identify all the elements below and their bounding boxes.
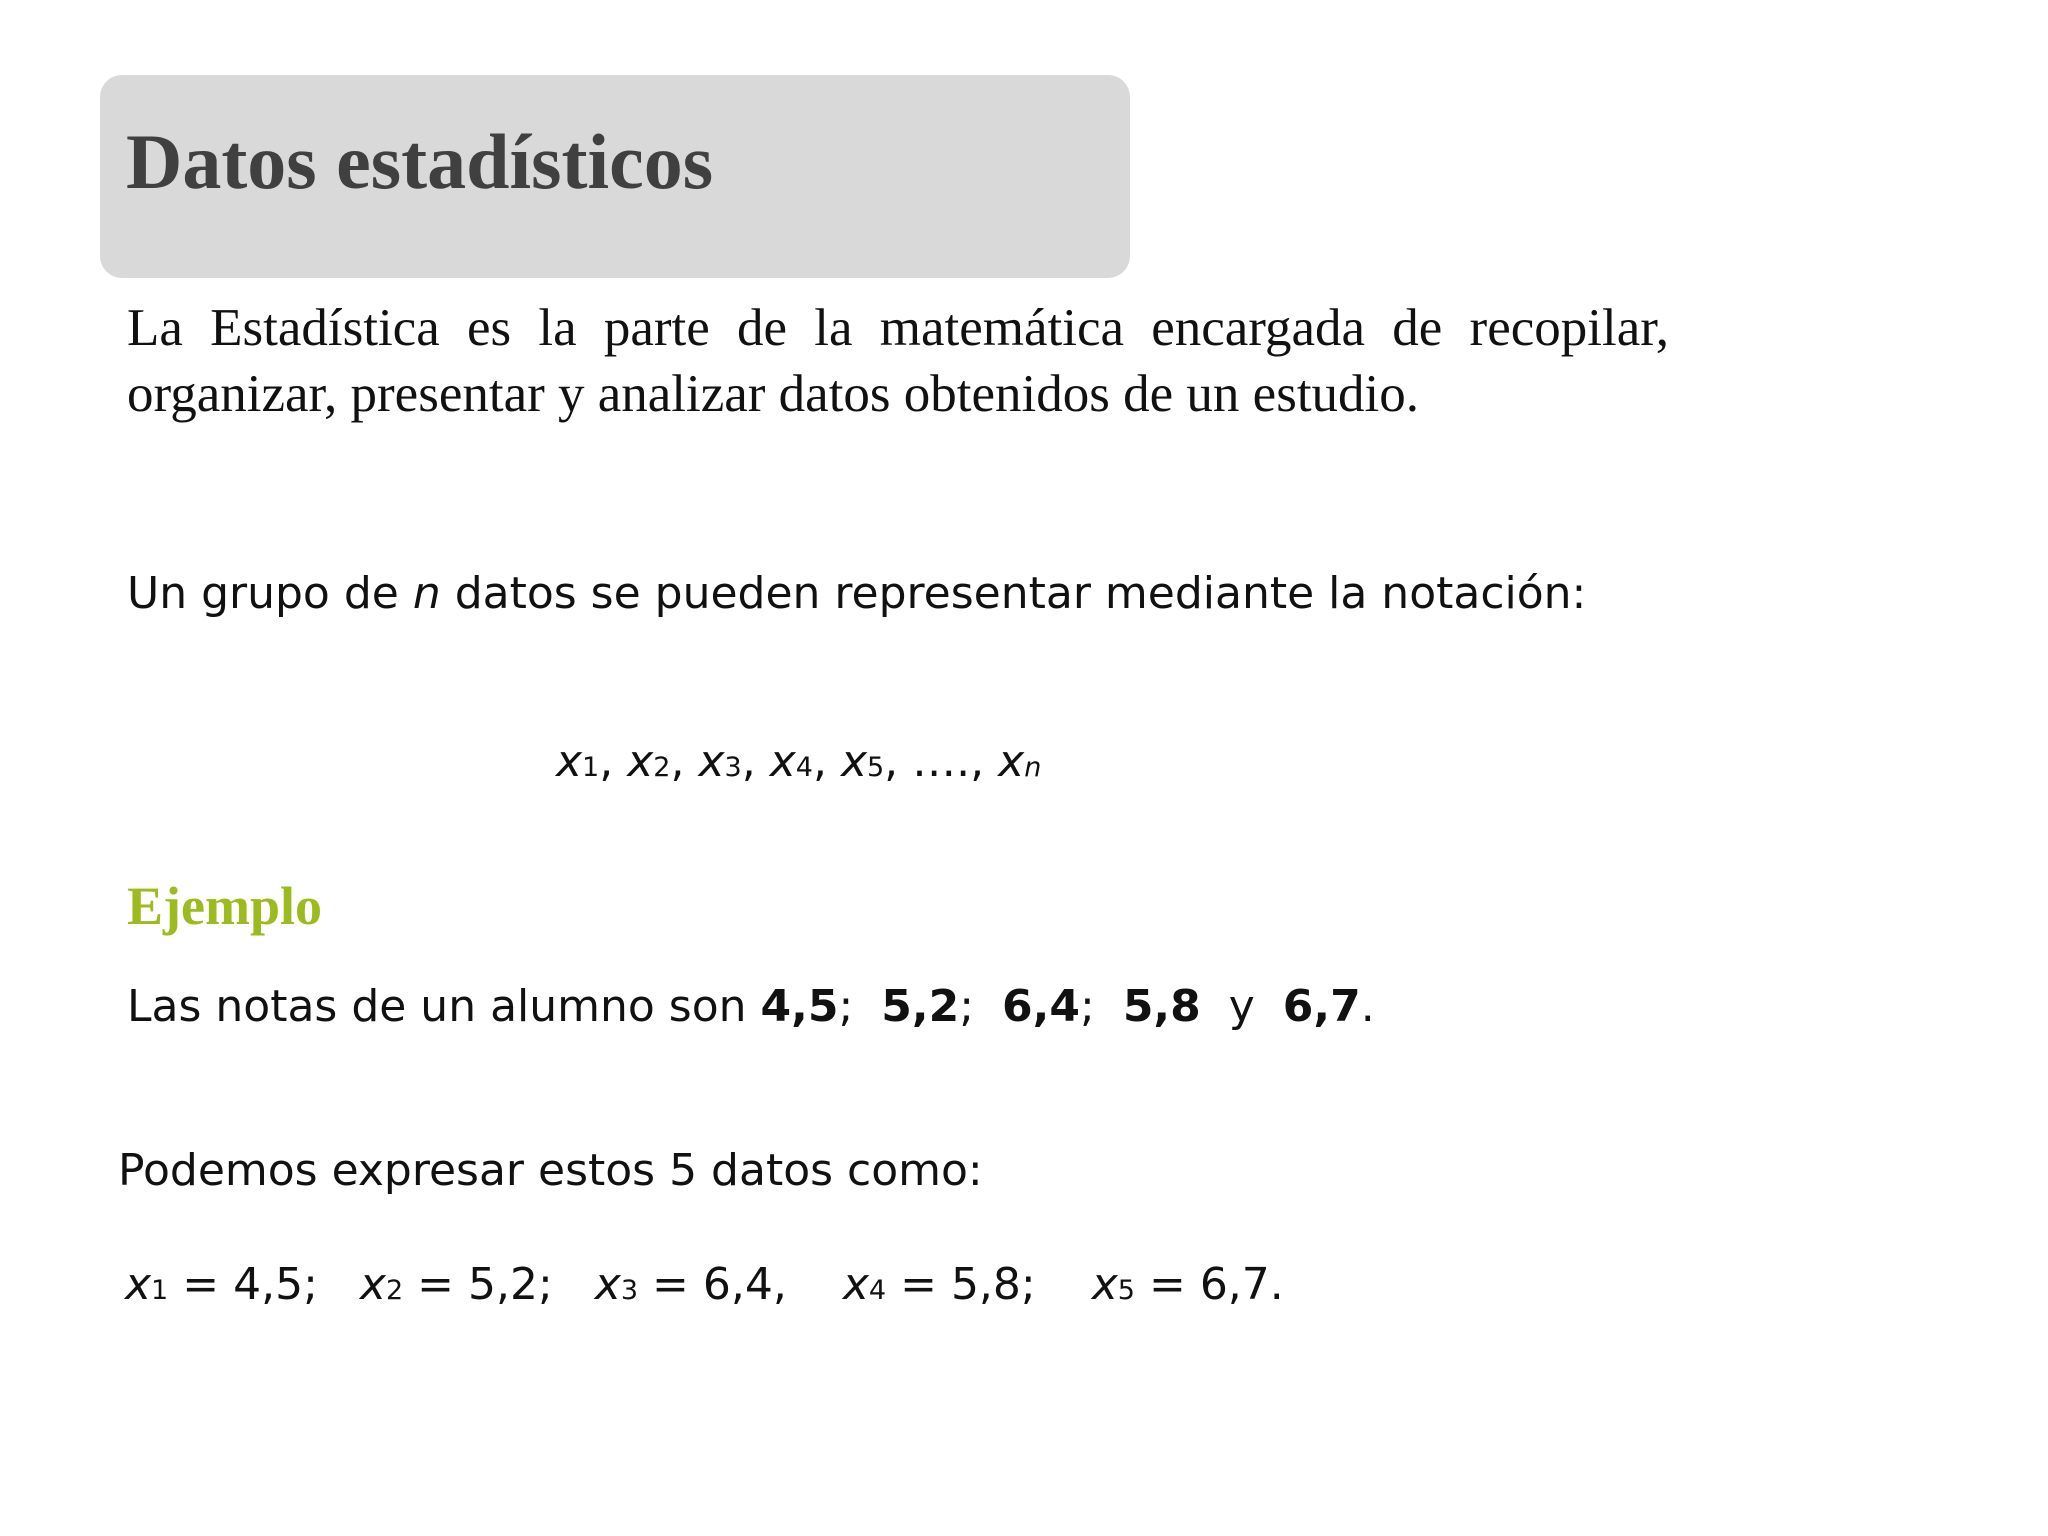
definition-paragraph: La Estadística es la parte de la matemática encargada de recopilar, organizar, presentar y analizar datos obtenidos de un estudio. bbox=[127, 299, 1669, 423]
assignment-item: x1 = 4,5; bbox=[125, 1259, 318, 1310]
sequence-separator: , bbox=[670, 736, 685, 787]
sequence-term-4: x4 bbox=[769, 736, 813, 787]
sequence-separator: , bbox=[812, 736, 827, 787]
notation-intro-after: datos se pueden representar mediante la notación: bbox=[440, 568, 1587, 619]
grade-value: 6,4 bbox=[1002, 981, 1080, 1032]
data-assignments bbox=[125, 1257, 1284, 1319]
grade-separator: ; bbox=[838, 981, 854, 1032]
assignment-item: x5 = 6,7. bbox=[1091, 1259, 1284, 1310]
notation-intro bbox=[127, 566, 1586, 622]
grade-value: 4,5 bbox=[760, 981, 839, 1032]
assignment-item: x3 = 6,4, bbox=[594, 1259, 787, 1310]
sequence-term-5: x5 bbox=[840, 736, 885, 787]
sequence-term-n: xn bbox=[998, 736, 1042, 787]
title-box bbox=[100, 75, 1130, 278]
notation-variable-n: n bbox=[412, 568, 441, 619]
grade-separator: ; bbox=[1080, 981, 1095, 1032]
grades-period: . bbox=[1360, 981, 1375, 1032]
express-intro: Podemos expresar estos 5 datos como: bbox=[118, 1145, 983, 1196]
sequence-term-1: x1 bbox=[556, 736, 600, 787]
page-title: Datos estadísticos bbox=[126, 118, 714, 205]
assignment-item: x2 = 5,2; bbox=[359, 1259, 553, 1310]
sequence-ellipsis: …., bbox=[912, 736, 985, 787]
notation-intro-before: Un grupo de bbox=[127, 568, 413, 619]
sequence-term-3: x3 bbox=[698, 736, 742, 787]
grades-prefix: Las notas de un alumno son bbox=[127, 981, 761, 1032]
data-sequence-notation bbox=[556, 734, 1041, 796]
grades-sentence bbox=[127, 979, 1375, 1035]
assignment-item: x4 = 5,8; bbox=[842, 1259, 1036, 1310]
sequence-separator: , bbox=[599, 736, 614, 787]
sequence-separator: , bbox=[741, 736, 756, 787]
example-heading: Ejemplo bbox=[127, 876, 322, 936]
sequence-separator: , bbox=[884, 736, 899, 787]
grades-conjunction: y bbox=[1228, 981, 1255, 1032]
grade-value: 6,7 bbox=[1282, 981, 1361, 1032]
grade-value: 5,2 bbox=[881, 981, 960, 1032]
grade-separator: ; bbox=[959, 981, 975, 1032]
grade-value: 5,8 bbox=[1122, 981, 1201, 1032]
sequence-term-2: x2 bbox=[627, 736, 671, 787]
